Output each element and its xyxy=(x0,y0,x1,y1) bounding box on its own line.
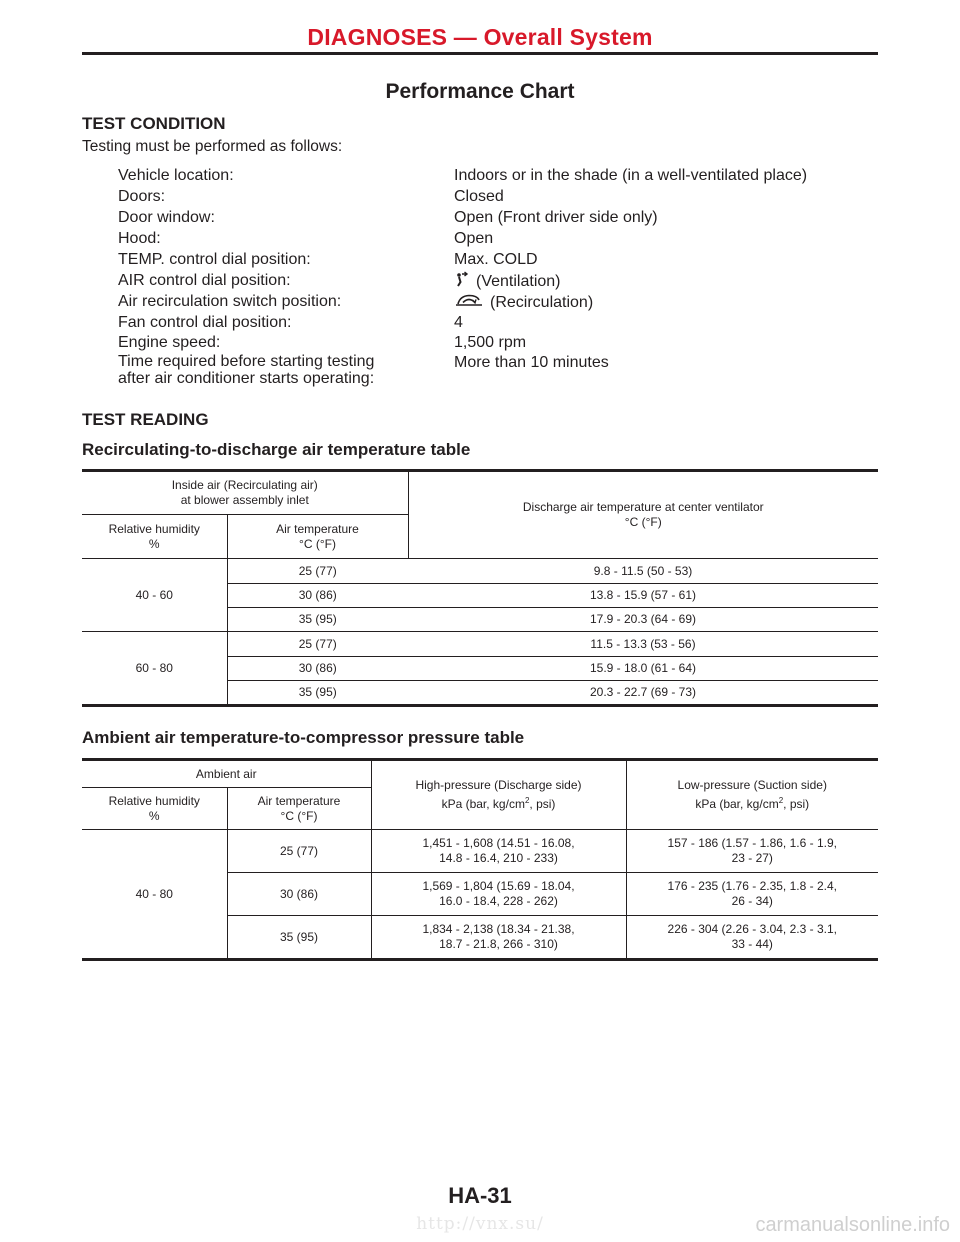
condition-value: 1,500 rpm xyxy=(454,334,527,351)
header-text: % xyxy=(148,536,160,551)
cell-text: 18.7 - 21.8, 266 - 310) xyxy=(439,937,558,951)
high-pressure-cell xyxy=(371,916,626,960)
table1-title: Recirculating-to-discharge air temperature table xyxy=(82,440,471,459)
discharge-temp-cell: 13.8 - 15.9 (57 - 61) xyxy=(408,584,878,608)
condition-value xyxy=(454,271,914,293)
condition-label: Door window: xyxy=(118,209,215,226)
cell-text: 16.0 - 18.4, 228 - 262) xyxy=(439,894,558,908)
compressor-pressure-table xyxy=(82,758,878,961)
condition-value xyxy=(454,292,914,314)
discharge-temperature-table xyxy=(82,469,878,707)
cell-text: 1,834 - 2,138 (18.34 - 21.38, xyxy=(422,922,575,936)
low-pressure-cell xyxy=(626,873,878,916)
cell-text: 1,569 - 1,804 (15.69 - 18.04, xyxy=(422,879,575,893)
table-header-cell xyxy=(227,515,408,559)
condition-label xyxy=(118,353,448,387)
discharge-temp-cell: 20.3 - 22.7 (69 - 73) xyxy=(408,681,878,706)
condition-label-line: after air conditioner starts operating: xyxy=(118,370,375,387)
condition-label: AIR control dial position: xyxy=(118,272,291,289)
humidity-cell: 60 - 80 xyxy=(82,632,227,706)
condition-value: Max. COLD xyxy=(454,251,538,268)
condition-row xyxy=(118,353,918,393)
condition-value: Indoors or in the shade (in a well-ventilated place) xyxy=(454,167,808,184)
table-header-cell xyxy=(82,788,227,830)
high-pressure-cell xyxy=(371,830,626,873)
condition-label: Fan control dial position: xyxy=(118,314,292,331)
air-temp-cell: 30 (86) xyxy=(227,584,408,608)
condition-label: Air recirculation switch position: xyxy=(118,293,342,310)
header-text: Relative humidity xyxy=(108,521,200,536)
table2-title: Ambient air temperature-to-compressor pressure table xyxy=(82,728,525,747)
test-condition-intro: Testing must be performed as follows: xyxy=(82,138,343,155)
test-condition-heading: TEST CONDITION xyxy=(82,114,226,133)
header-text-part: , psi) xyxy=(783,797,810,811)
air-temp-cell: 30 (86) xyxy=(227,657,408,681)
condition-value: Open (Front driver side only) xyxy=(454,209,658,226)
low-pressure-cell xyxy=(626,830,878,873)
cell-text: 14.8 - 16.4, 210 - 233) xyxy=(439,851,558,865)
condition-label: Doors: xyxy=(118,188,166,205)
section-header-title: DIAGNOSES — Overall System xyxy=(307,24,653,50)
header-text: Inside air (Recirculating air) xyxy=(171,478,318,492)
discharge-temp-cell: 15.9 - 18.0 (61 - 64) xyxy=(408,657,878,681)
condition-value-text: (Recirculation) xyxy=(490,294,594,312)
superscript: 2 xyxy=(524,796,530,805)
cell-text: 23 - 27) xyxy=(731,851,773,865)
air-temp-cell: 35 (95) xyxy=(227,916,371,960)
table-header-cell xyxy=(82,515,227,559)
condition-value-text: (Ventilation) xyxy=(476,273,561,291)
air-temp-cell: 25 (77) xyxy=(227,559,408,584)
condition-value: Open xyxy=(454,230,494,247)
header-text: Low-pressure (Suction side) xyxy=(677,778,827,792)
ventilation-mode-icon xyxy=(454,271,470,293)
cell-text: 26 - 34) xyxy=(731,894,773,908)
header-text: at blower assembly inlet xyxy=(180,493,309,507)
table-header-cell xyxy=(626,760,878,830)
air-temp-cell: 35 (95) xyxy=(227,608,408,632)
table-row xyxy=(82,559,878,584)
recirculation-icon xyxy=(454,292,484,314)
source-url[interactable]: http://vnx.su/ xyxy=(416,1214,544,1234)
table-header-cell xyxy=(371,760,626,830)
table-header-cell xyxy=(408,471,878,559)
high-pressure-cell xyxy=(371,873,626,916)
humidity-cell: 40 - 60 xyxy=(82,559,227,632)
header-text: Air temperature xyxy=(276,521,359,536)
discharge-temp-cell: 11.5 - 13.3 (53 - 56) xyxy=(408,632,878,657)
header-text: Relative humidity xyxy=(108,793,200,808)
test-reading-heading: TEST READING xyxy=(82,410,209,429)
header-text: % xyxy=(148,808,160,823)
condition-label-line: Time required before starting testing xyxy=(118,353,375,370)
header-text-part: kPa (bar, kg/cm xyxy=(695,797,779,811)
condition-value: 4 xyxy=(454,314,463,331)
header-text-part: , psi) xyxy=(529,797,556,811)
cell-text: 157 - 186 (1.57 - 1.86, 1.6 - 1.9, xyxy=(667,836,837,850)
discharge-temp-cell: 9.8 - 11.5 (50 - 53) xyxy=(408,559,878,584)
page-title: Performance Chart xyxy=(385,80,575,103)
table-header-cell xyxy=(82,471,408,515)
table-row xyxy=(82,830,878,873)
header-text: Discharge air temperature at center ventilator xyxy=(522,500,764,514)
cell-text: 226 - 304 (2.26 - 3.04, 2.3 - 3.1, xyxy=(667,922,837,936)
header-text xyxy=(372,793,626,812)
watermark: carmanualsonline.info xyxy=(755,1214,950,1236)
header-divider xyxy=(82,52,878,55)
table-row xyxy=(82,632,878,657)
condition-label: Hood: xyxy=(118,230,161,247)
discharge-temp-cell: 17.9 - 20.3 (64 - 69) xyxy=(408,608,878,632)
air-temp-cell: 25 (77) xyxy=(227,830,371,873)
header-text xyxy=(627,793,879,812)
cell-text: 176 - 235 (1.76 - 2.35, 1.8 - 2.4, xyxy=(667,879,837,893)
condition-value: More than 10 minutes xyxy=(454,354,609,371)
header-text: High-pressure (Discharge side) xyxy=(415,778,582,792)
table-header-cell xyxy=(227,788,371,830)
cell-text: 1,451 - 1,608 (14.51 - 16.08, xyxy=(422,836,575,850)
condition-label: Engine speed: xyxy=(118,334,221,351)
condition-value: Closed xyxy=(454,188,504,205)
header-text-part: kPa (bar, kg/cm xyxy=(441,797,525,811)
table-header-cell: Ambient air xyxy=(195,766,257,781)
air-temp-cell: 35 (95) xyxy=(227,681,408,706)
header-text: °C (°F) xyxy=(280,808,318,823)
air-temp-cell: 25 (77) xyxy=(227,632,408,657)
header-text: Air temperature xyxy=(257,793,341,808)
superscript: 2 xyxy=(778,796,784,805)
cell-text: 33 - 44) xyxy=(731,937,773,951)
page-number: HA-31 xyxy=(448,1183,512,1208)
condition-label: Vehicle location: xyxy=(118,167,234,184)
header-text: °C (°F) xyxy=(299,536,336,551)
humidity-cell: 40 - 80 xyxy=(82,830,227,960)
low-pressure-cell xyxy=(626,916,878,960)
air-temp-cell: 30 (86) xyxy=(227,873,371,916)
header-text: °C (°F) xyxy=(624,515,662,529)
condition-label: TEMP. control dial position: xyxy=(118,251,311,268)
